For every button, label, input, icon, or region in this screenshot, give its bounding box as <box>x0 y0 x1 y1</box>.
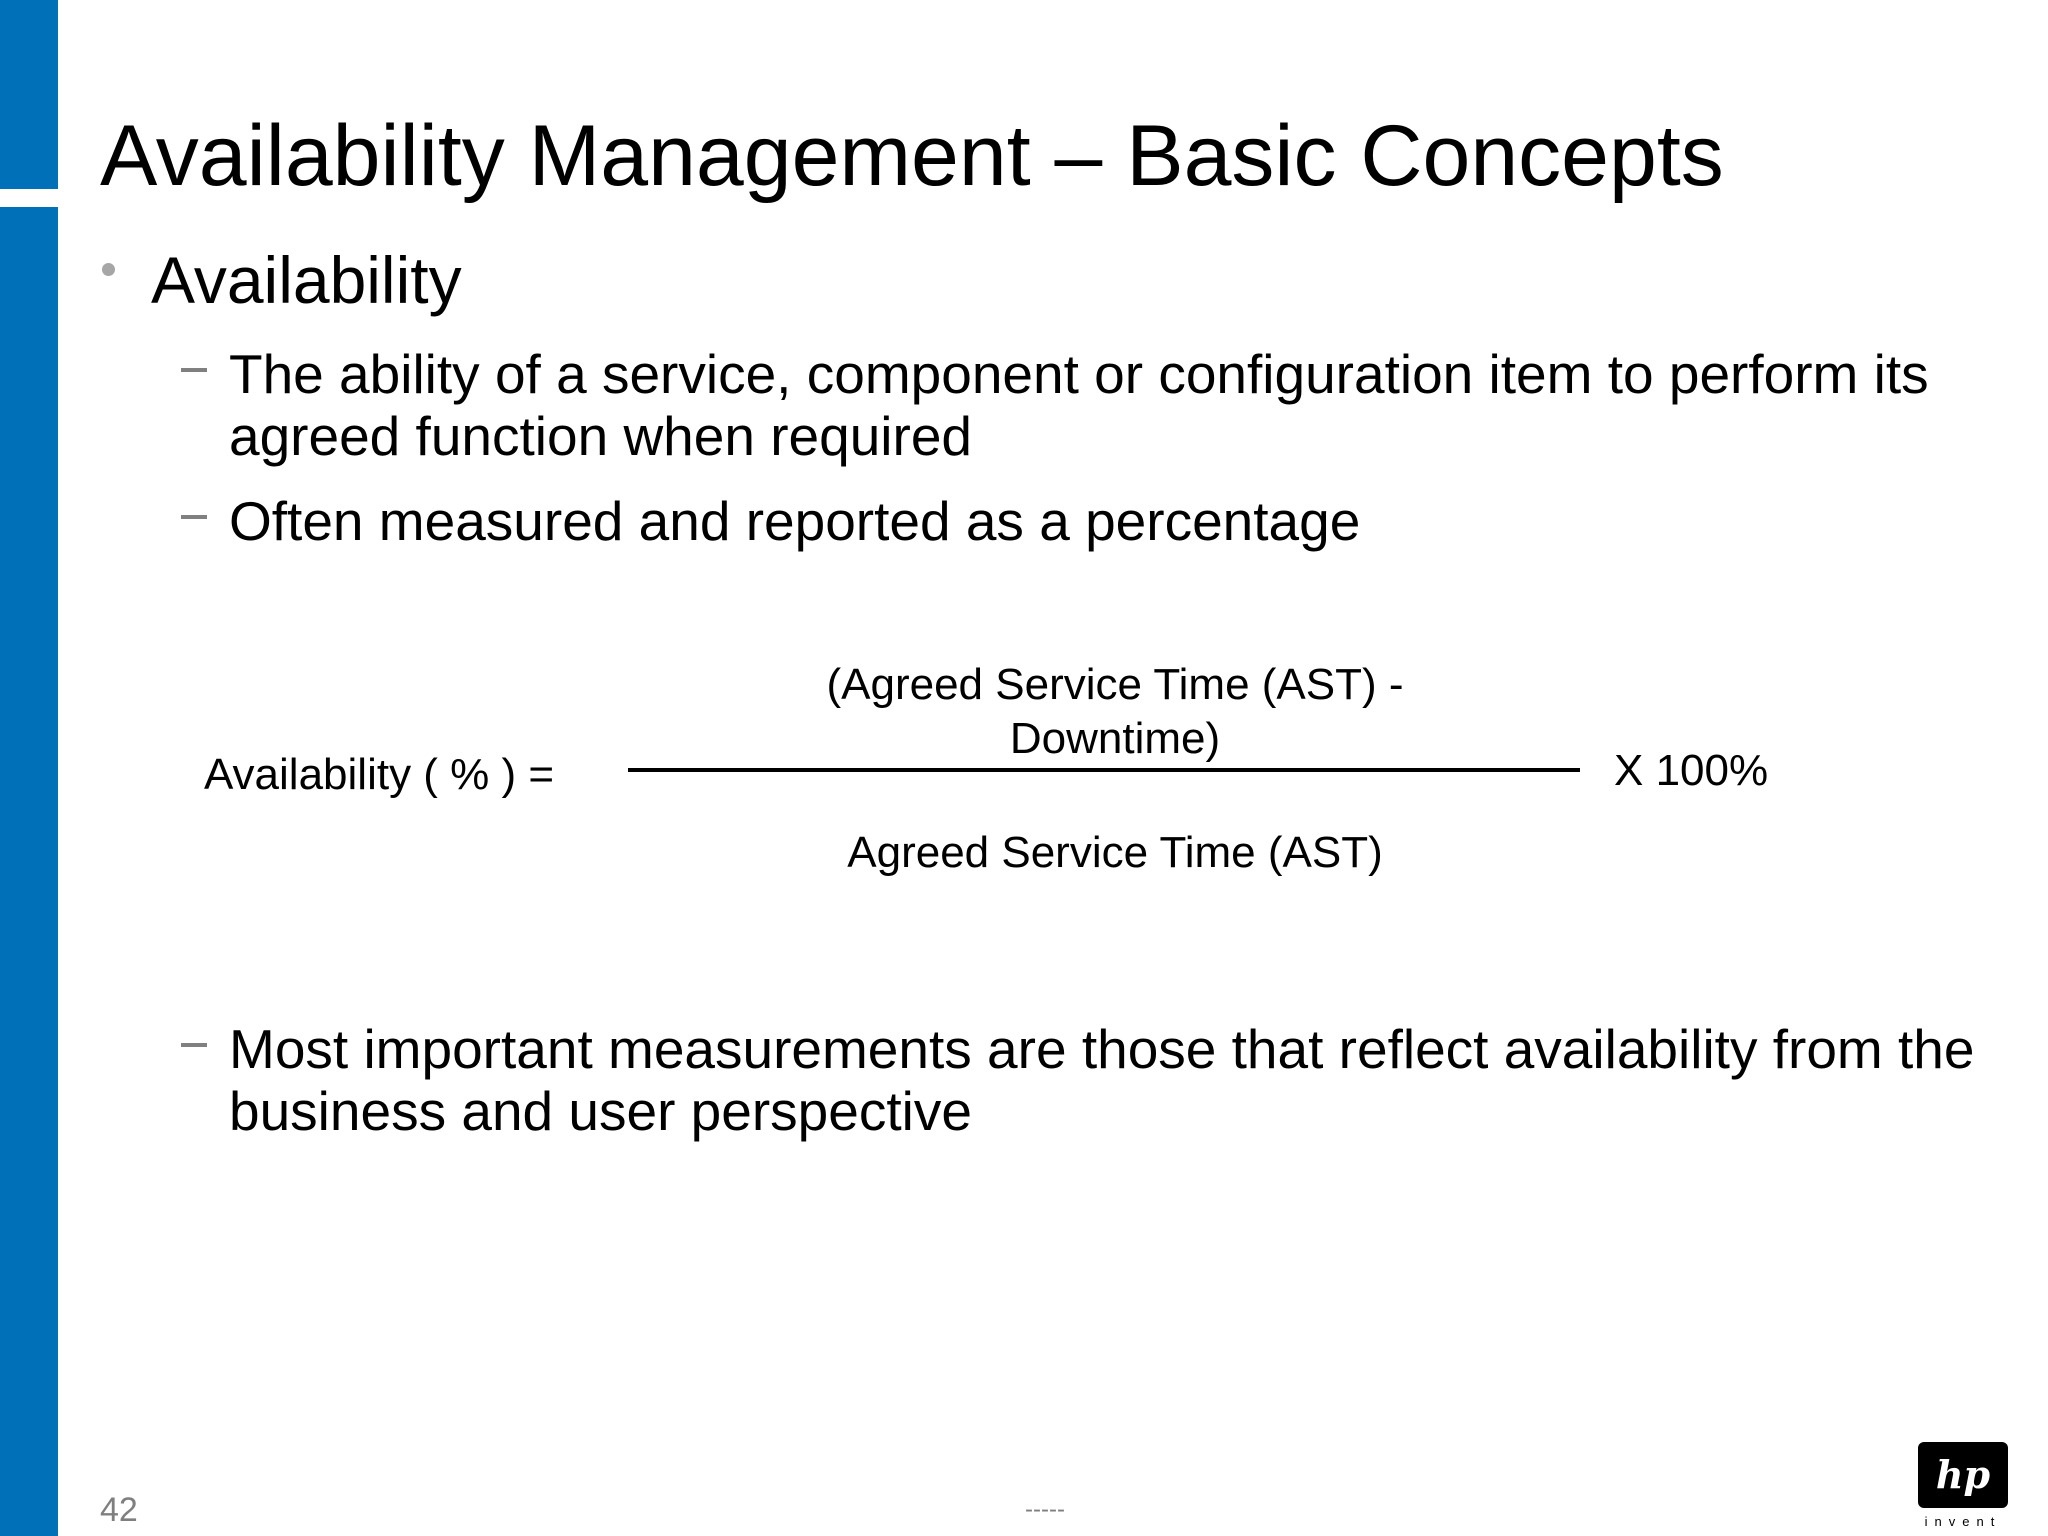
fraction-line <box>628 768 1580 772</box>
dash-icon <box>181 515 207 519</box>
formula-denominator: Agreed Service Time (AST) <box>847 828 1383 877</box>
page-number: 42 <box>100 1491 138 1529</box>
footer-text: ----- <box>1025 1496 1065 1523</box>
bullet-availability: Availability <box>151 243 462 317</box>
slide-title: Availability Management – Basic Concepts <box>100 108 1724 204</box>
logo-tagline: invent <box>1924 1514 2002 1529</box>
sub-bullet-percentage: Often measured and reported as a percentage <box>229 490 1361 552</box>
hp-logo-icon <box>1912 1440 2014 1530</box>
dash-icon <box>181 368 207 372</box>
sub-bullet-definition: The ability of a service, component or configuration item to perform its agreed function when required <box>229 343 1929 467</box>
accent-bar-bottom <box>0 207 58 1536</box>
accent-bar-top <box>0 0 58 189</box>
dash-icon <box>181 1043 207 1047</box>
sub-bullet-measurements: Most important measurements are those that reflect availability from the business and user perspective <box>229 1018 1975 1142</box>
formula-numerator: (Agreed Service Time (AST) - Downtime) <box>826 660 1404 763</box>
logo-mark: hp <box>1935 1452 1991 1497</box>
bullet-dot-icon <box>102 263 115 276</box>
formula-multiplier: X 100% <box>1614 746 1769 795</box>
formula-label: Availability ( % ) = <box>204 750 555 799</box>
